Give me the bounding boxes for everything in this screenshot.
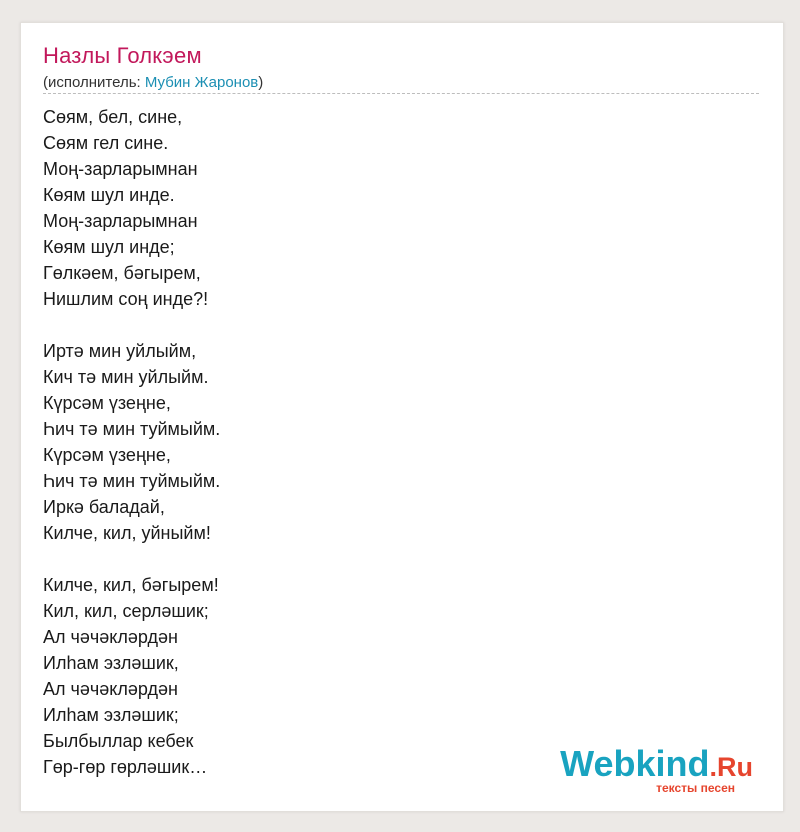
lyric-line: Кил, кил, серләшик; xyxy=(43,601,209,621)
lyric-line: Илһам эзләшик; xyxy=(43,705,179,725)
lyric-line: Кич тә мин уйлыйм. xyxy=(43,367,209,387)
lyric-line: Моң-зарларымнан xyxy=(43,159,198,179)
lyric-line: Килче, кил, бәгырем! xyxy=(43,575,219,595)
lyric-line: Иркә баладай, xyxy=(43,497,165,517)
stanza-2 xyxy=(43,338,220,546)
stanza-3 xyxy=(43,572,220,780)
logo-tld: .Ru xyxy=(709,752,753,782)
lyric-line: Иртә мин уйлыйм, xyxy=(43,341,197,361)
performer-suffix: ) xyxy=(258,74,264,91)
logo-name: Webkind xyxy=(560,743,710,784)
lyric-line: Сөям гел сине. xyxy=(43,133,169,153)
webkind-logo[interactable] xyxy=(560,743,753,795)
lyric-line: Сөям, бел, сине, xyxy=(43,107,183,127)
lyric-line: Моң-зарларымнан xyxy=(43,211,198,231)
logo-wordmark xyxy=(560,743,753,785)
lyric-line: Ал чәчәкләрдән xyxy=(43,679,178,699)
lyric-line: Көям шул инде. xyxy=(43,185,175,205)
stanza-1 xyxy=(43,104,220,312)
lyric-line: Күрсәм үзеңне, xyxy=(43,393,171,413)
lyrics-body xyxy=(43,104,220,806)
divider xyxy=(43,93,759,94)
lyric-line: Илһам эзләшик, xyxy=(43,653,179,673)
lyric-line: Һич тә мин туймыйм. xyxy=(43,419,221,439)
lyric-line: Гөр-гөр гөрләшик… xyxy=(43,757,208,777)
lyric-line: Һич тә мин туймыйм. xyxy=(43,471,221,491)
performer-prefix: (исполнитель: xyxy=(43,74,145,91)
song-title: Назлы Голкэем xyxy=(43,43,202,68)
lyric-line: Нишлим соң инде?! xyxy=(43,289,209,309)
artist-link[interactable]: Мубин Жаронов xyxy=(144,74,259,91)
lyric-line: Күрсәм үзеңне, xyxy=(43,445,171,465)
logo-tagline: тексты песен xyxy=(656,781,735,795)
lyric-line: Гөлкәем, бәгырем, xyxy=(43,263,201,283)
lyric-line: Килче, кил, уйныйм! xyxy=(43,523,211,543)
lyric-line: Көям шул инде; xyxy=(43,237,175,257)
lyric-line: Былбыллар кебек xyxy=(43,731,194,751)
performer-line xyxy=(43,74,263,91)
lyric-line: Ал чәчәкләрдән xyxy=(43,627,178,647)
lyrics-card xyxy=(20,22,784,812)
